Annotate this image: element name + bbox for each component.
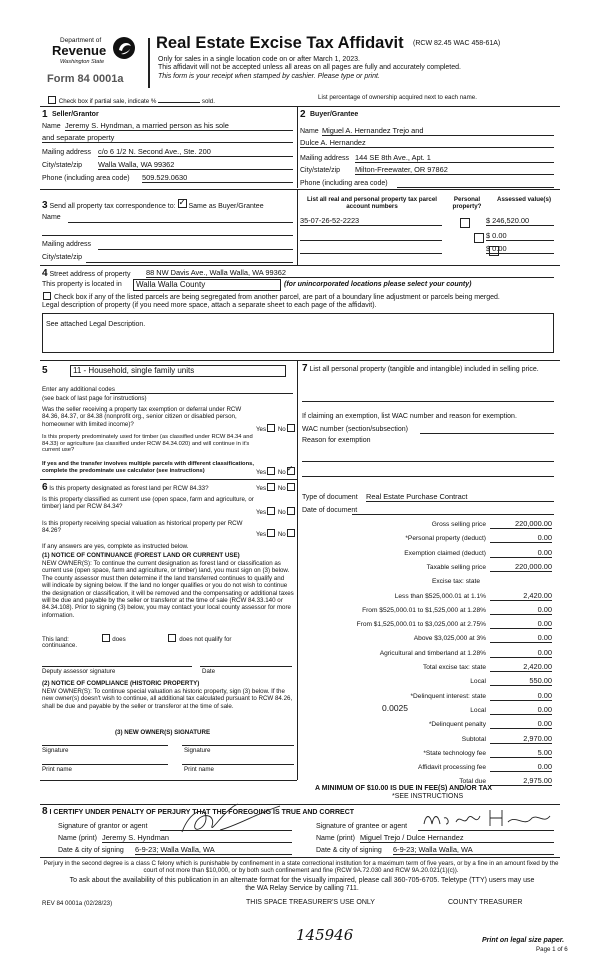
partial-sale-percent-field[interactable] xyxy=(158,102,200,103)
use-code-select[interactable]: 11 - Household, single family units xyxy=(70,365,286,377)
tax-row-label: Subtotal xyxy=(461,735,486,743)
seller-phone-label: Phone (including area code) xyxy=(42,175,130,182)
tax-row-label: Less than $525,000.01 at 1.1% xyxy=(394,592,486,600)
tax-row-label: *State technology fee xyxy=(423,749,486,757)
partial-sale-label: Check box if partial sale, indicate % xyxy=(58,98,157,105)
street-label: Street address of property xyxy=(49,271,131,278)
tax-row-value[interactable]: 0.00 xyxy=(490,633,552,643)
deputy-date-label: Date xyxy=(202,668,216,675)
historic-question: Is this property receiving special valuation as historical property per RCW 84.26? xyxy=(42,520,243,535)
section7-row xyxy=(302,365,556,374)
grantor-name-field[interactable]: Jeremy S. Hyndman xyxy=(102,833,292,843)
tax-row-value[interactable]: 2,420.00 xyxy=(490,591,552,601)
reason-field[interactable] xyxy=(302,453,554,462)
grantor-sig-label: Signature of grantor or agent xyxy=(58,823,148,830)
exemption-question: Was the seller receiving a property tax exemption or deferral under RCW 84.36, 84.37, or 84.38 (nonprofit org., senior citizen or disabled person, homeowner with limited income)? xyxy=(42,406,242,428)
tax-row-label: *Personal property (deduct) xyxy=(405,535,486,543)
tax-row-value[interactable]: 0.00 xyxy=(490,648,552,658)
forest-yes-checkbox[interactable] xyxy=(267,483,275,491)
seller-mailing-field[interactable]: c/o 6 1/2 N. Second Ave., Ste. 200 xyxy=(98,147,293,157)
tax-row-label: Affidavit processing fee xyxy=(417,764,486,772)
tax-row-value[interactable]: 0.00 xyxy=(490,762,552,772)
additional-codes-label: Enter any additional codes xyxy=(42,386,115,393)
legal-paper-note: Print on legal size paper. xyxy=(482,937,565,944)
dept-name: Revenue xyxy=(52,43,107,58)
grantor-name-label: Name (print) xyxy=(58,835,97,842)
parcel-number-2[interactable] xyxy=(300,231,442,241)
timber-no-checkbox[interactable]: ✓ xyxy=(286,464,294,473)
minimum-notice: A MINIMUM OF $10.00 IS DUE IN FEE(S) AND/OR TAX xyxy=(315,785,493,792)
located-note: (for unincorporated locations please select your county) xyxy=(284,281,472,288)
land-does-label: does xyxy=(112,636,126,643)
partial-sale-checkbox[interactable] xyxy=(48,96,56,104)
buyer-city-field[interactable]: Milton-Freewater, OR 97862 xyxy=(355,165,554,175)
seller-name-label: Name xyxy=(42,123,61,130)
tax-row-label: *Delinquent interest: state xyxy=(410,692,486,700)
exemption-no-checkbox[interactable] xyxy=(287,424,295,432)
tax-row-value[interactable]: 0.00 xyxy=(490,533,552,543)
section3-row xyxy=(42,199,264,211)
buyer-name-label: Name xyxy=(300,128,319,135)
timber-question-note: If yes and the transfer involves multiple parcels with different classifications, complete the predominate use calculator (see instructions) xyxy=(42,461,254,474)
new-owner-signature-2[interactable] xyxy=(182,737,294,746)
seller-name-line2[interactable]: and separate property xyxy=(42,133,293,143)
tax-row-value[interactable]: 550.00 xyxy=(490,676,552,686)
street-address-field[interactable]: 88 NW Davis Ave., Walla Walla, WA 99362 xyxy=(146,268,554,278)
revision-code: REV 84 0001a (02/28/23) xyxy=(42,900,113,907)
tax-row-label: Exemption claimed (deduct) xyxy=(404,549,486,557)
doc-type-label: Type of document xyxy=(302,494,358,501)
section3-number: 3 xyxy=(42,200,48,211)
personal-property-checkbox-1[interactable] xyxy=(460,218,470,228)
located-label: This property is located in xyxy=(42,281,122,288)
new-owner-print-1[interactable] xyxy=(42,756,168,765)
tax-row-label: Local xyxy=(470,678,486,686)
legal-description-field[interactable] xyxy=(42,313,554,353)
timber-yes-checkbox[interactable] xyxy=(267,467,275,475)
buyer-phone-label: Phone (including area code) xyxy=(300,180,388,187)
see-instructions: *SEE INSTRUCTIONS xyxy=(392,793,464,800)
section3-mailing-label: Mailing address xyxy=(42,241,92,248)
partial-sale-row xyxy=(47,96,215,105)
perjury-notice: Perjury in the second degree is a class C felony which is punishable by confinement in a state correctional institution for a maximum term of five years, or by a fine in an amount fixed by the court of not more than $10,000, or by both such confinement and fine (RCW 9A.72.030 and RCW 9A.20.021(1)(c)). xyxy=(43,860,559,875)
wac-label: WAC number (section/subsection) xyxy=(302,426,408,433)
tax-row-value[interactable]: 0.00 xyxy=(490,691,552,701)
sold-label: sold. xyxy=(201,98,215,105)
section1-number: 1 xyxy=(42,109,48,120)
tax-row-value[interactable]: 0.00 xyxy=(490,605,552,615)
form-title: Real Estate Excise Tax Affidavit xyxy=(156,34,404,52)
seller-mailing-label: Mailing address xyxy=(42,149,92,156)
section4-number: 4 xyxy=(42,268,48,279)
revenue-swirl-icon xyxy=(112,36,136,60)
tax-row-label: From $1,525,000.01 to $3,025,000 at 2.75% xyxy=(356,621,486,629)
accessibility-notice: To ask about the availability of this publication in an alternate format for the visually impaired, please call 360-705-6705. Teletype (TTY) users may use the WA Relay Service by calling 711. xyxy=(69,877,535,893)
segregated-row xyxy=(42,292,562,302)
legal-label: Legal description of property (if you need more space, attach a separate sheet to each page of the affidavit). xyxy=(42,302,377,309)
section1-heading: Seller/Grantor xyxy=(52,111,99,118)
continuance-label: continuance. xyxy=(42,642,78,649)
forest-no-checkbox[interactable] xyxy=(287,483,295,491)
section3-label: Send all property tax correspondence to: xyxy=(49,203,176,210)
stamp-number: 145946 xyxy=(296,926,354,944)
personal-property-list-field[interactable] xyxy=(302,393,554,402)
parcel-number-3[interactable] xyxy=(300,244,442,254)
historic-no-checkbox[interactable] xyxy=(287,529,295,537)
tax-row-value[interactable]: 5.00 xyxy=(490,748,552,758)
form-citation: (RCW 82.45 WAC 458-61A) xyxy=(413,40,501,47)
forest-question: Is this property designated as forest land per RCW 84.33? xyxy=(49,485,209,492)
if-yes-note: If any answers are yes, complete as instructed below. xyxy=(42,543,189,550)
reason-label: Reason for exemption xyxy=(302,437,371,444)
buyer-city-label: City/state/zip xyxy=(300,167,341,174)
treasurer-use: THIS SPACE TREASURER'S USE ONLY xyxy=(246,899,375,906)
doc-date-label: Date of document xyxy=(302,507,358,514)
assessed-value-2[interactable]: $ 0.00 xyxy=(486,231,554,241)
land-does-checkbox[interactable] xyxy=(102,634,110,642)
signature-label-1: Signature xyxy=(42,747,69,754)
notice2-body: NEW OWNER(S): To continue special valuation as historic property, sign (3) below. If the new owner(s) doesn't wish to continue, all additional tax calculated pursuant to RCW 84.26, shall be due and payable by the seller or transferor at the time of sale. xyxy=(42,688,293,710)
same-as-buyer-checkbox[interactable]: ✓ xyxy=(178,197,187,207)
assessed-value-1[interactable]: $ 246,520.00 xyxy=(486,216,554,226)
assessed-value-3[interactable]: $ 0.00 xyxy=(486,244,554,254)
grantee-sig-label: Signature of grantee or agent xyxy=(316,823,408,830)
notice2-title: (2) NOTICE OF COMPLIANCE (HISTORIC PROPERTY) xyxy=(42,680,200,687)
header-line3: This form is your receipt when stamped by cashier. Please type or print. xyxy=(158,73,380,80)
exemption-yes-checkbox[interactable] xyxy=(267,424,275,432)
current-use-answer: Yes No xyxy=(256,507,296,516)
buyer-name-line2[interactable]: Dulce A. Hernandez xyxy=(300,138,554,148)
grantee-signature xyxy=(420,806,554,832)
section5-number: 5 xyxy=(42,365,48,376)
tax-row-value[interactable]: 0.00 xyxy=(490,705,552,715)
parcel-col-header: List all real and personal property tax parcel account numbers xyxy=(307,196,437,211)
buyer-mailing-field[interactable]: 144 SE 8th Ave., Apt. 1 xyxy=(355,153,554,163)
notice1-title: (1) NOTICE OF CONTINUANCE (FOREST LAND OR CURRENT USE) xyxy=(42,552,240,559)
this-land-label: This land: xyxy=(42,636,69,643)
tax-row-label: Agricultural and timberland at 1.28% xyxy=(379,649,486,657)
codes-note: (see back of last page for instructions) xyxy=(42,395,147,402)
segregated-checkbox[interactable] xyxy=(43,292,51,300)
header-line2: This affidavit will not be accepted unless all areas on all pages are fully and accurately completed. xyxy=(158,64,461,71)
doc-type-field[interactable]: Real Estate Purchase Contract xyxy=(366,492,554,502)
signature-label-2: Signature xyxy=(184,747,211,754)
notice1-body: NEW OWNER(S): To continue the current designation as forest land or classification as current use (open space, farm and agriculture, or timber) land, you must sign on (3) below. The county assessor must then determine if the land transferred continues to qualify and will indicate by signing below. If the land no longer qualifies or you do not wish to continue the designation or classification, it will be removed and the compensating or additional taxes will be due and payable by the seller or transferor at the time of sale (RCW 84.33.140 or 84.34.108). Prior to signing (3) below, you may contact your local county assessor for more information. xyxy=(42,560,294,619)
tax-row-label: Total excise tax: state xyxy=(422,664,486,671)
header-line1: Only for sales in a single location code on or after March 1, 2023. xyxy=(158,56,360,63)
forest-answer: Yes No xyxy=(256,483,296,492)
page-number: Page 1 of 6 xyxy=(536,946,568,953)
tax-row-value[interactable]: 2,970.00 xyxy=(490,734,552,744)
form-id: Form 84 0001a xyxy=(47,73,124,85)
grantor-date-field[interactable]: 6-9-23; Walla Walla, WA xyxy=(135,845,292,855)
grantee-date-field[interactable]: 6-9-23; Walla Walla, WA xyxy=(393,845,554,855)
personal-property-checkbox-2[interactable] xyxy=(474,233,484,243)
deputy-signature-label: Deputy assessor signature xyxy=(42,668,116,675)
deputy-signature-field[interactable] xyxy=(42,660,192,667)
tax-row-value[interactable]: 0.00 xyxy=(490,619,552,629)
section7-number: 7 xyxy=(302,363,308,374)
land-does-not-checkbox[interactable] xyxy=(168,634,176,642)
current-use-yes-checkbox[interactable] xyxy=(267,507,275,515)
current-use-no-checkbox[interactable] xyxy=(287,507,295,515)
segregated-label: Check box if any of the listed parcels are being segregated from another parcel, are part of a boundary line adjustment or parcels being merged. xyxy=(53,294,500,301)
tax-row-value[interactable]: 2,420.00 xyxy=(490,662,552,672)
tax-row-value[interactable]: 0.00 xyxy=(490,719,552,729)
tax-row-label: Total due xyxy=(459,778,486,786)
historic-yes-checkbox[interactable] xyxy=(267,529,275,537)
buyer-mailing-label: Mailing address xyxy=(300,155,350,162)
print-name-label-2: Print name xyxy=(184,766,214,773)
seller-name-line1[interactable]: Jeremy S. Hyndman, a married person as his sole xyxy=(65,121,293,131)
current-use-question: Is this property classified as current use (open space, farm and agriculture, or timber) land per RCW 84.34? xyxy=(42,496,254,511)
dept-line: Department of xyxy=(60,37,102,44)
assessed-col-header: Assessed value(s) xyxy=(497,196,551,203)
section3-mailing-field[interactable] xyxy=(98,240,293,250)
local-rate: 0.0025 xyxy=(382,703,408,713)
wac-field[interactable] xyxy=(420,425,554,434)
notice3-title: (3) NEW OWNER(S) SIGNATURE xyxy=(115,729,211,736)
seller-city-field[interactable]: Walla Walla, WA 99362 xyxy=(98,160,293,170)
tax-row-label: *Delinquent penalty xyxy=(428,721,486,729)
land-does-not-label: does not qualify for xyxy=(179,636,232,643)
forest-question-row xyxy=(42,484,256,492)
certify-statement: I CERTIFY UNDER PENALTY OF PERJURY THAT THE FOREGOING IS TRUE AND CORRECT xyxy=(49,809,355,816)
section2-number: 2 xyxy=(300,109,306,120)
county-treasurer: COUNTY TREASURER xyxy=(448,899,523,906)
tax-row-label: Taxable selling price xyxy=(426,563,486,571)
section3-city-field[interactable] xyxy=(86,253,293,263)
seller-phone-field[interactable]: 509.529.0630 xyxy=(142,173,293,183)
dept-state: Washington State xyxy=(60,59,105,65)
buyer-name-line1[interactable]: Miguel A. Hernandez Trejo and xyxy=(322,126,554,136)
ownership-note: List percentage of ownership acquired next to each name. xyxy=(318,94,477,101)
grantee-name-field[interactable]: Miguel Trejo / Dulce Hernandez xyxy=(360,833,554,843)
tax-row-label: From $525,000.01 to $1,525,000 at 1.28% xyxy=(362,606,486,614)
tax-row-label: Local xyxy=(470,706,486,714)
new-owner-print-2[interactable] xyxy=(182,756,294,765)
section3-name-label: Name xyxy=(42,214,61,221)
buyer-phone-field[interactable] xyxy=(397,178,554,188)
timber-answer: Yes No ✓ xyxy=(256,464,294,476)
tax-row-value[interactable]: 0.00 xyxy=(490,548,552,558)
parcel-number-1[interactable]: 35-07-26-52-2223 xyxy=(300,216,442,226)
exemption-instructions: If claiming an exemption, list WAC number and reason for exemption. xyxy=(302,413,517,420)
section3-name-field[interactable] xyxy=(68,213,293,223)
grantee-name-label: Name (print) xyxy=(316,835,355,842)
section4-street-row xyxy=(42,270,130,279)
section8-number: 8 xyxy=(42,806,48,817)
new-owner-signature-1[interactable] xyxy=(42,737,168,746)
personal-col-header: Personal property? xyxy=(452,196,482,211)
historic-answer: Yes No xyxy=(256,529,296,538)
seller-city-label: City/state/zip xyxy=(42,162,83,169)
additional-codes-field[interactable] xyxy=(110,385,293,394)
tax-row-label: Above $3,025,000 at 3% xyxy=(413,635,486,643)
print-name-label-1: Print name xyxy=(42,766,72,773)
county-select[interactable]: Walla Walla County xyxy=(133,279,281,291)
header-divider xyxy=(148,38,150,88)
section2-heading: Buyer/Grantee xyxy=(310,111,359,118)
tax-row-value[interactable]: 220,000.00 xyxy=(490,519,552,529)
same-as-buyer-label: Same as Buyer/Grantee xyxy=(188,203,264,210)
tax-row-label: Gross selling price xyxy=(431,521,486,528)
grantee-date-label: Date & city of signing xyxy=(316,847,382,854)
exemption-answer: Yes No xyxy=(256,424,296,433)
grantor-date-label: Date & city of signing xyxy=(58,847,124,854)
tax-row-value[interactable]: 2,975.00 xyxy=(490,776,552,786)
section7-label: List all personal property (tangible and intangible) included in selling price. xyxy=(309,366,539,373)
legal-description-text: See attached Legal Description. xyxy=(46,321,146,328)
deputy-date-field[interactable] xyxy=(200,660,292,667)
section3-city-label: City/state/zip xyxy=(42,254,83,261)
tax-row-label: Excise tax: state xyxy=(431,578,480,586)
tax-row-value[interactable]: 220,000.00 xyxy=(490,562,552,572)
timber-question: Is this property predominately used for timber (as classified under RCW 84.34 and 84.33) or agriculture (as classified under RCW 84.34.020) and will continue in it's current use? xyxy=(42,434,253,454)
doc-date-field[interactable] xyxy=(352,506,554,515)
section6-number: 6 xyxy=(42,482,48,493)
